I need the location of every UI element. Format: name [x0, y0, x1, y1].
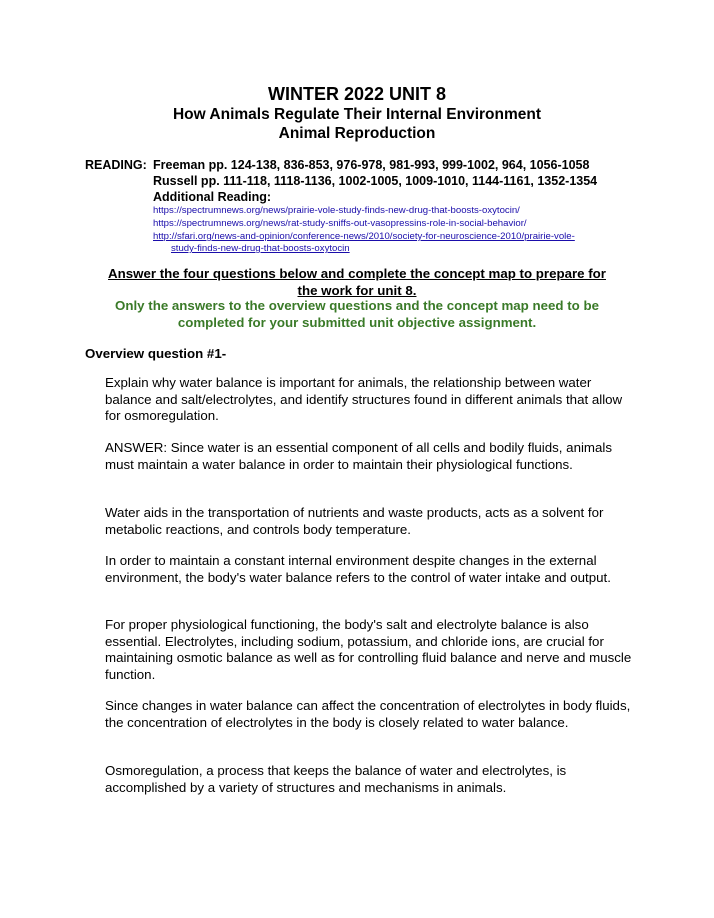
overview-question-heading: Overview question #1-: [85, 346, 227, 361]
page-subtitle-2: Animal Reproduction: [278, 125, 436, 142]
answer-paragraph-6: Osmoregulation, a process that keeps the balance of water and electrolytes, is accomplished by a variety of structures and mechanisms in animals.: [105, 763, 567, 795]
submission-note-line-1: Only the answers to the overview questions and the concept map need to be: [115, 298, 599, 313]
answer-paragraph-5: Since changes in water balance can affect the concentration of electrolytes in body fluids, the concentration of electrolytes in the body is closely related to water balance.: [105, 698, 631, 730]
reading-link-2[interactable]: https://spectrumnews.org/news/rat-study-sniffs-out-vasopressins-role-in-social-behavior/: [153, 218, 527, 229]
answer-paragraph-3: In order to maintain a constant internal environment despite changes in the external environment, the body's water balance refers to the control of water intake and output.: [105, 553, 611, 585]
reading-link-1[interactable]: https://spectrumnews.org/news/prairie-vole-study-finds-new-drug-that-boosts-oxytocin/: [153, 205, 520, 216]
submission-note: [85, 298, 629, 331]
reading-russell: Russell pp. 111-118, 1118-1136, 1002-1005, 1009-1010, 1144-1161, 1352-1354: [153, 174, 598, 188]
instructions-line-1: Answer the four questions below and complete the concept map to prepare for: [108, 266, 606, 281]
reading-freeman: Freeman pp. 124-138, 836-853, 976-978, 981-993, 999-1002, 964, 1056-1058: [153, 158, 590, 172]
submission-note-line-2: completed for your submitted unit objective assignment.: [177, 314, 537, 330]
page-title: WINTER 2022 UNIT 8: [267, 84, 447, 104]
reading-label: READING:: [85, 158, 147, 172]
page-subtitle-1: How Animals Regulate Their Internal Environment: [172, 106, 542, 123]
instructions-line-2: the work for unit 8.: [297, 282, 417, 298]
additional-reading-label: Additional Reading:: [153, 190, 272, 204]
reading-link-3[interactable]: http://sfari.org/news-and-opinion/conference-news/2010/society-for-neuroscience-2010/prairie-vole-: [153, 231, 575, 242]
answer-paragraph-4: For proper physiological functioning, the body's salt and electrolyte balance is also essential. Electrolytes, including sodium, potassium, and chloride ions, are crucial for maintaining osmotic balance as well as for controlling fluid balance and nerve and muscle function.: [105, 617, 632, 682]
reading-link-3-continued[interactable]: study-finds-new-drug-that-boosts-oxytocin: [171, 243, 350, 254]
answer-paragraph-1: ANSWER: Since water is an essential component of all cells and bodily fluids, animals must maintain a water balance in order to maintain their physiological functions.: [105, 440, 612, 472]
instructions: [85, 266, 629, 299]
answer-paragraph-2: Water aids in the transportation of nutrients and waste products, acts as a solvent for metabolic reactions, and controls body temperature.: [105, 505, 604, 537]
question-text: Explain why water balance is important for animals, the relationship between water balance and salt/electrolytes, and identify structures found in different animals that allow for osmoregulation.: [105, 375, 623, 423]
